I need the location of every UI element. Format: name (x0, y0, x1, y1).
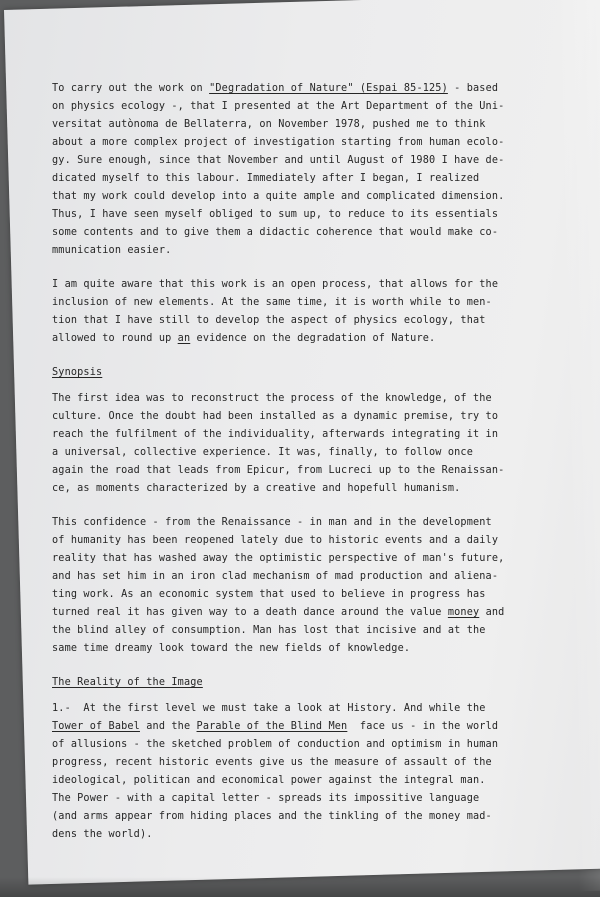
text-line: dens the world). (52, 829, 153, 840)
underlined-title: Parable of the Blind Men (196, 721, 348, 732)
text-fragment: and the (139, 721, 197, 732)
text-line: mmunication easier. (52, 245, 172, 256)
text-line: The Power - with a capital letter - spreads its impossitive language (52, 793, 480, 804)
underlined-word: an (177, 333, 191, 344)
underlined-title: Tower of Babel (52, 721, 140, 732)
text-line: the blind alley of consumption. Man has lost that incisive and at the (52, 625, 486, 636)
text-fragment: and (479, 607, 505, 618)
work-title: "Degradation of Nature" (Espai 85-125) (209, 83, 448, 94)
text-fragment: allowed to round up (52, 333, 178, 344)
text-line: of allusions - the sketched problem of conduction and optimism in human (52, 739, 499, 750)
text-line: This confidence - from the Renaissance - in man and in the development (52, 517, 492, 528)
text-line: I am quite aware that this work is an open process, that allows for the (52, 279, 499, 290)
text-line: tion that I have still to develop the aspect of physics ecology, that (52, 315, 486, 326)
underlined-word: money (447, 607, 480, 618)
intro-paragraph-1 (52, 80, 522, 260)
text-line: (and arms appear from hiding places and the tinkling of the money mad- (52, 811, 492, 822)
text-line: Thus, I have seen myself obliged to sum up, to reduce to its essentials (52, 209, 499, 220)
table-shadow (0, 877, 600, 897)
text-line: that my work could develop into a quite ample and complicated dimension. (52, 191, 505, 202)
text-line: about a more complex project of investigation starting from human ecolo- (52, 137, 505, 148)
text-line: ce, as moments characterized by a creative and hopefull humanism. (52, 483, 461, 494)
intro-paragraph-2 (52, 276, 522, 348)
text-line (52, 718, 522, 736)
synopsis-paragraph-2 (52, 514, 522, 658)
section-heading-synopsis: Synopsis (52, 367, 103, 378)
text-line: and has set him in an iron clad mechanism of mad production and aliena- (52, 571, 499, 582)
text-fragment: To carry out the work on (52, 83, 210, 94)
text-fragment: turned real it has given way to a death dance around the value (52, 607, 448, 618)
text-line: 1.- At the first level we must take a look at History. And while the (52, 703, 486, 714)
text-line: a universal, collective experience. It was, finally, to follow once (52, 447, 473, 458)
text-fragment: evidence on the degradation of Nature. (190, 333, 436, 344)
text-line: on physics ecology -, that I presented at the Art Department of the Uni- (52, 101, 505, 112)
text-fragment: - based (447, 83, 499, 94)
text-line: versitat autònoma de Bellaterra, on November 1978, pushed me to think (52, 119, 486, 130)
text-line (52, 80, 522, 98)
text-line: culture. Once the doubt had been installed as a dynamic premise, try to (52, 411, 499, 422)
text-line: ting work. As an economic system that used to believe in progress has (52, 589, 486, 600)
text-line: again the road that leads from Epicur, from Lucreci up to the Renaissan- (52, 465, 505, 476)
text-line: inclusion of new elements. At the same time, it is worth while to men- (52, 297, 492, 308)
text-line: ideological, politican and economical power against the integral man. (52, 775, 486, 786)
reality-paragraph-1 (52, 700, 522, 844)
text-line: same time dreamy look toward the new fields of knowledge. (52, 643, 411, 654)
text-line: reality that has washed away the optimistic perspective of man's future, (52, 553, 505, 564)
text-line: reach the fulfilment of the individuality, afterwards integrating it in (52, 429, 499, 440)
text-line (52, 330, 522, 348)
section-heading-reality: The Reality of the Image (52, 677, 203, 688)
text-line: progress, recent historic events give us the measure of assault of the (52, 757, 492, 768)
text-line: some contents and to give them a didactic coherence that would make co- (52, 227, 499, 238)
text-line: gy. Sure enough, since that November and until August of 1980 I have de- (52, 155, 505, 166)
text-fragment: face us - in the world (347, 721, 499, 732)
synopsis-paragraph-1 (52, 390, 522, 498)
text-line: of humanity has been reopened lately due to historic events and a daily (52, 535, 499, 546)
text-line (52, 604, 522, 622)
typewritten-text (52, 80, 522, 860)
text-line: The first idea was to reconstruct the process of the knowledge, of the (52, 393, 492, 404)
page-highlight (554, 0, 600, 891)
text-line: dicated myself to this labour. Immediately after I began, I realized (52, 173, 480, 184)
